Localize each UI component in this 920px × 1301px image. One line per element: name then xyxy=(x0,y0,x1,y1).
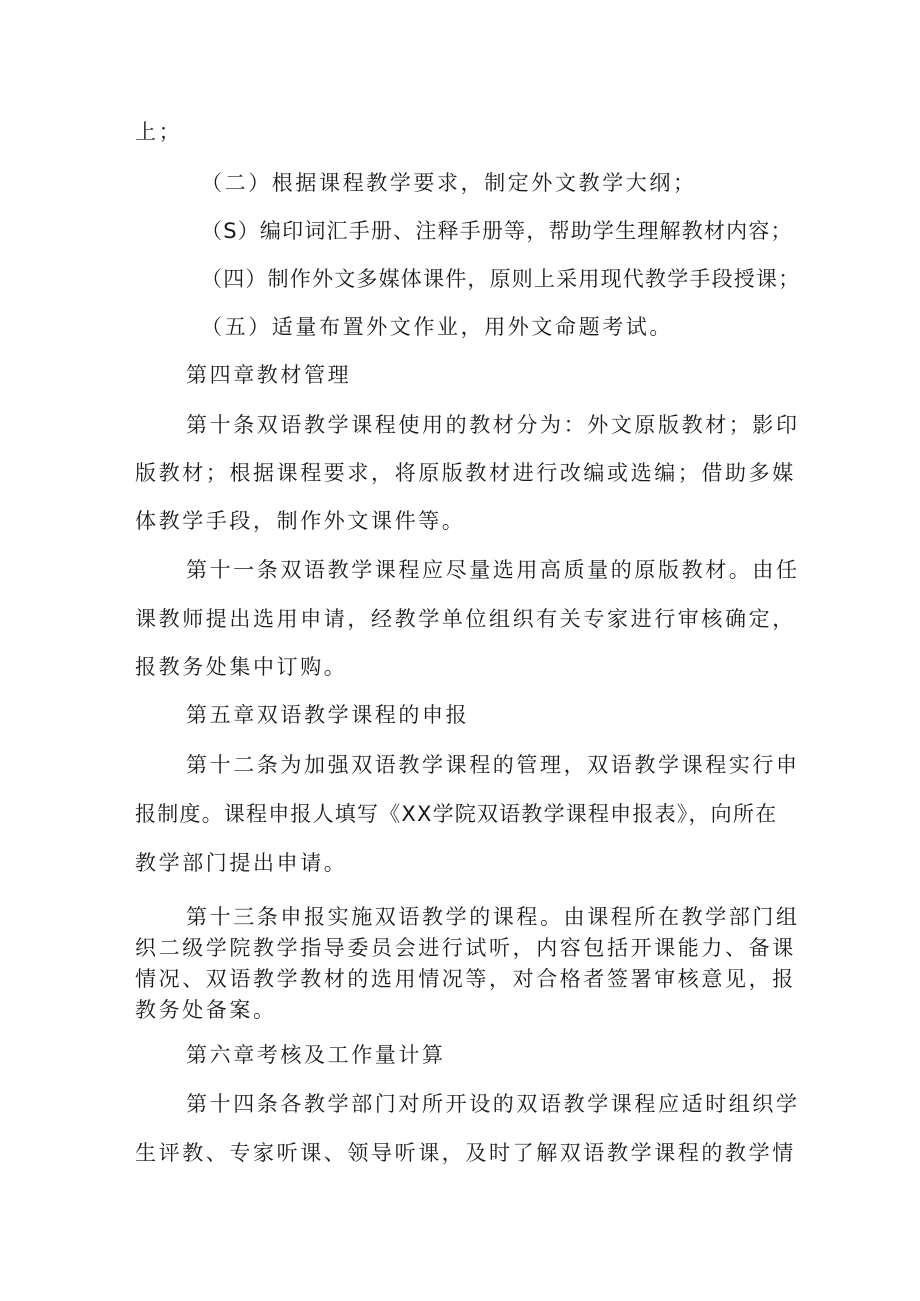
line-23: 生评教、专家听课、领导听课，及时了解双语教学课程的教学情 xyxy=(135,1141,796,1165)
line-14: 第十二条为加强双语教学课程的管理，双语教学课程实行申 xyxy=(186,753,800,777)
line-16: 教学部门提出申请。 xyxy=(135,851,348,875)
line-22: 第十四条各教学部门对所开设的双语教学课程应适时组织学 xyxy=(186,1092,800,1116)
line-5: （五）适量布置外文作业，用外文命题考试。 xyxy=(201,315,673,339)
chapter-5-heading: 第五章双语教学课程的申报 xyxy=(186,703,470,727)
line-20: 教务处备案。 xyxy=(135,998,277,1022)
line-12: 报教务处集中订购。 xyxy=(135,655,348,679)
line-3: （S）编印词汇手册、注释手册等，帮助学生理解教材内容； xyxy=(201,219,793,243)
line-1: 上； xyxy=(135,120,183,144)
chapter-6-heading: 第六章考核及工作量计算 xyxy=(186,1043,446,1067)
line-7: 第十条双语教学课程使用的教材分为：外文原版教材；影印 xyxy=(186,413,800,437)
line-9: 体教学手段，制作外文课件等。 xyxy=(135,509,466,533)
line-4: （四）制作外文多媒体课件，原则上采用现代教学手段授课； xyxy=(201,267,801,291)
line-15: 报制度。课程申报人填写《XX学院双语教学课程申报表》，向所在 xyxy=(135,802,778,826)
line-11: 课教师提出选用申请，经教学单位组织有关专家进行审核确定， xyxy=(135,607,796,631)
line-18: 织二级学院教学指导委员会进行试听，内容包括开课能力、备课 xyxy=(135,936,796,960)
line-10: 第十一条双语教学课程应尽量选用高质量的原版教材。由任 xyxy=(186,558,800,582)
line-19: 情况、双语教学教材的选用情况等，对合格者签署审核意见，报 xyxy=(135,967,796,991)
line-17: 第十三条申报实施双语教学的课程。由课程所在教学部门组 xyxy=(186,905,800,929)
line-2: （二）根据课程教学要求，制定外文教学大纲； xyxy=(201,171,697,195)
line-8: 版教材；根据课程要求，将原版教材进行改编或选编；借助多媒 xyxy=(135,461,796,485)
chapter-4-heading: 第四章教材管理 xyxy=(186,363,352,387)
